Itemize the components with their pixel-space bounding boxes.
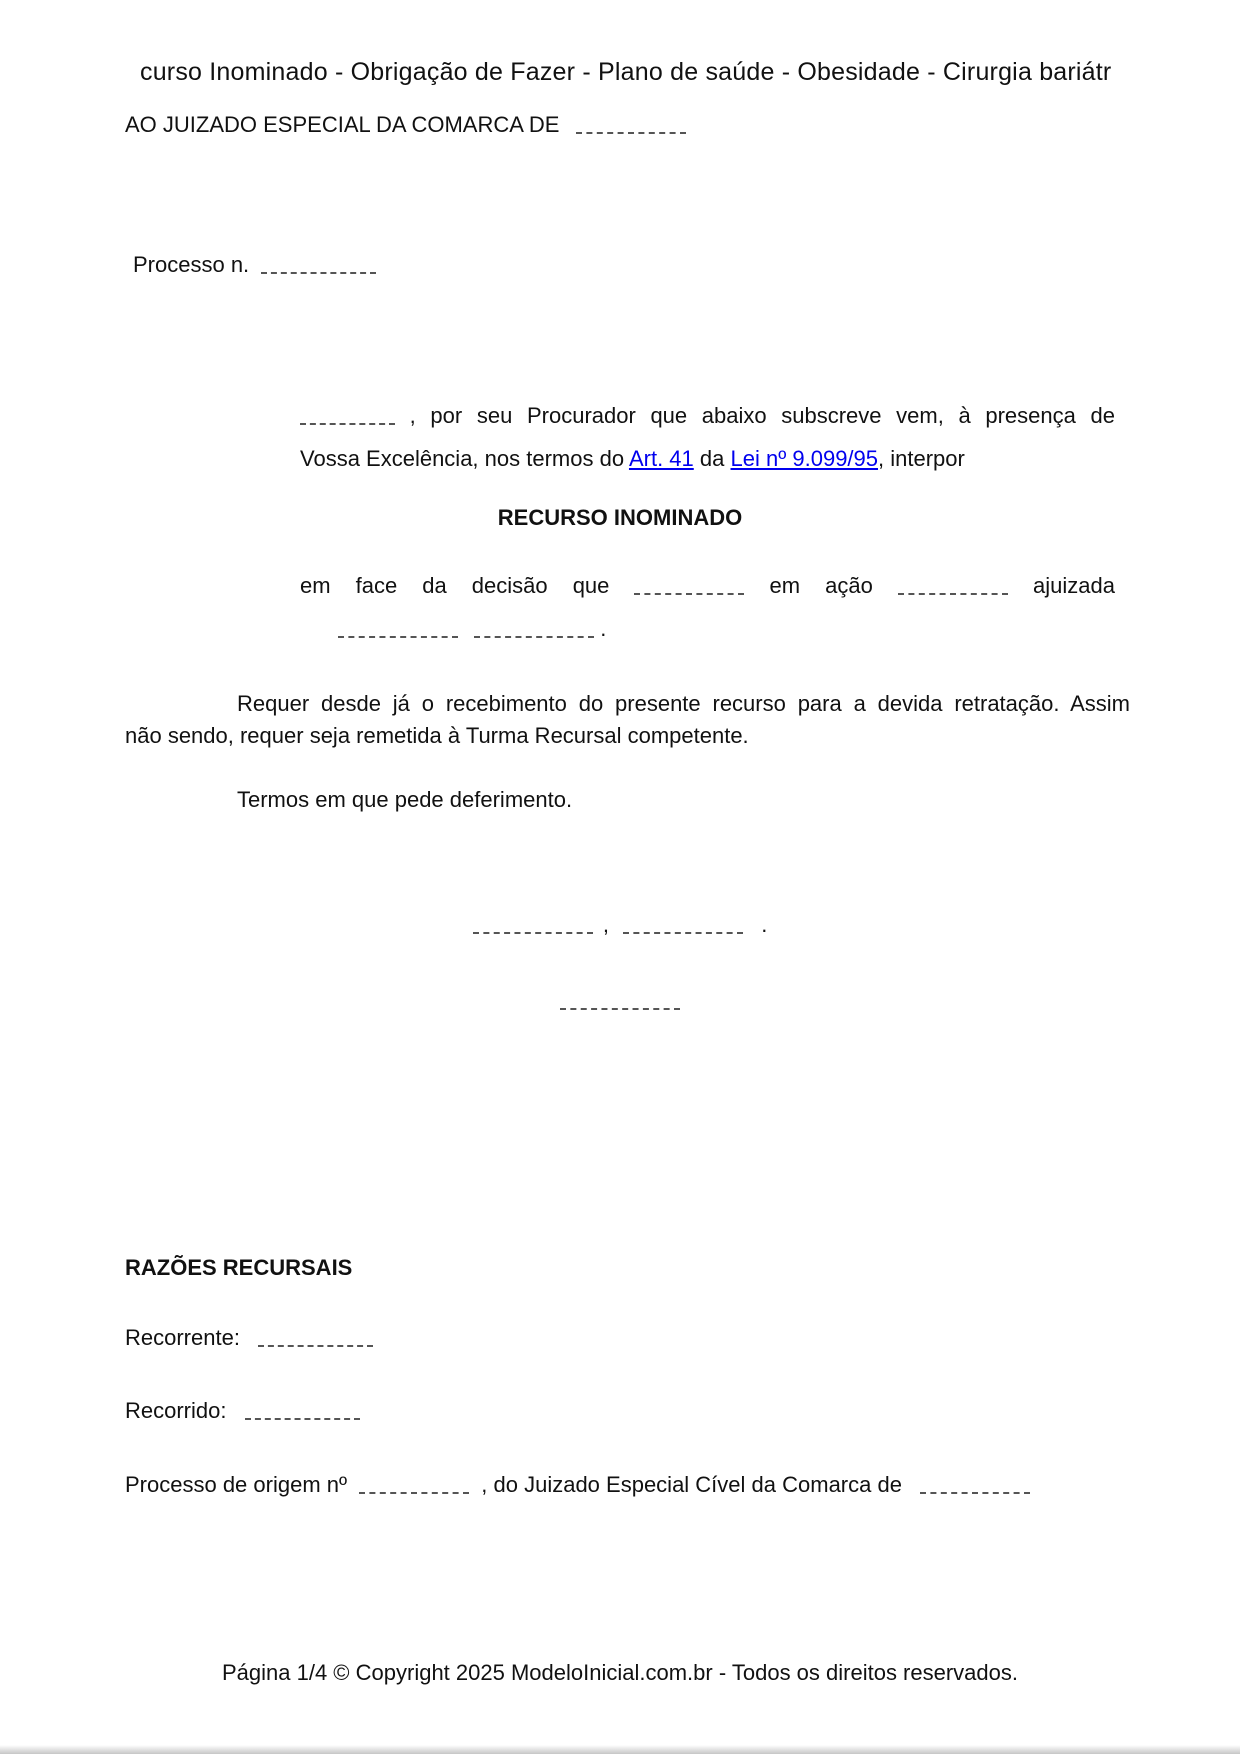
appeal-segment-3: ajuizada	[1033, 573, 1115, 598]
city-date-period: .	[761, 912, 768, 937]
origin-comarca-blank-field	[920, 1478, 1030, 1494]
appeal-target-line-2	[300, 607, 1115, 650]
document-title: curso Inominado - Obrigação de Fazer - Plano de saúde - Obesidade - Cirurgia bariátr	[140, 58, 1112, 86]
recorrente-line	[125, 1325, 373, 1351]
intro-paragraph	[300, 394, 1115, 480]
retratacao-line-2: não sendo, requer seja remetida à Turma Recursal competente.	[125, 723, 749, 748]
intro-line-2	[300, 437, 1115, 480]
recorrente-label: Recorrente:	[125, 1325, 240, 1350]
addressee-label: AO JUIZADO ESPECIAL DA COMARCA DE	[125, 112, 560, 137]
signature-blank-field	[560, 994, 680, 1010]
appeal-segment-1: em face da decisão que	[300, 573, 610, 598]
retratacao-paragraph	[125, 688, 1130, 752]
process-number-line	[133, 252, 376, 278]
razoes-recursais-heading: RAZÕES RECURSAIS	[125, 1255, 353, 1280]
recorrido-label: Recorrido:	[125, 1398, 227, 1423]
appeal-segment-2: em ação	[769, 573, 873, 598]
lei-9099-link[interactable]: Lei nº 9.099/95	[730, 446, 879, 471]
origin-process-line	[125, 1472, 1030, 1498]
origin-middle: , do Juizado Especial Cível da Comarca de	[481, 1472, 902, 1497]
appeal-blank-field-2	[474, 622, 594, 638]
decision-blank-field	[634, 579, 744, 595]
art-41-link[interactable]: Art. 41	[628, 446, 694, 471]
comarca-blank-field	[576, 118, 686, 134]
recorrido-line	[125, 1398, 360, 1424]
intro-line1-text: , por seu Procurador que abaixo subscreve vem, à presença de	[409, 403, 1115, 428]
city-blank-field	[473, 918, 593, 934]
city-date-line	[0, 912, 1240, 938]
origin-prefix: Processo de origem nº	[125, 1472, 348, 1497]
retratacao-line-1: Requer desde já o recebimento do presente recurso para a devida retratação. Assim	[237, 691, 1130, 716]
intro-line-1	[300, 394, 1115, 437]
origin-number-blank-field	[359, 1478, 469, 1494]
intro-line2-suffix: , interpor	[878, 446, 965, 471]
intro-line2-prefix: Vossa Excelência, nos termos do	[300, 446, 625, 471]
action-blank-field	[898, 579, 1008, 595]
process-number-blank-field	[261, 258, 376, 274]
signature-line	[0, 988, 1240, 1014]
addressee-line	[125, 112, 686, 138]
process-number-label: Processo n.	[133, 252, 250, 277]
appeal-line2-period: .	[600, 616, 607, 641]
recorrente-blank-field	[258, 1331, 373, 1347]
intro-line2-connector: da	[699, 446, 725, 471]
appeal-blank-field-1	[338, 622, 458, 638]
appeal-target-paragraph	[300, 564, 1115, 650]
recorrido-blank-field	[245, 1404, 360, 1420]
appeal-target-line-1	[300, 564, 1115, 607]
recurso-inominado-heading: RECURSO INOMINADO	[497, 505, 743, 530]
date-blank-field	[623, 918, 743, 934]
recorrente-name-blank-field	[300, 409, 395, 425]
deferimento-line: Termos em que pede deferimento.	[237, 787, 573, 812]
footer-copyright: Página 1/4 © Copyright 2025 ModeloInicial.com.br - Todos os direitos reservados.	[222, 1660, 1018, 1685]
page-bottom-edge	[0, 1745, 1240, 1754]
city-date-comma: ,	[602, 912, 609, 937]
